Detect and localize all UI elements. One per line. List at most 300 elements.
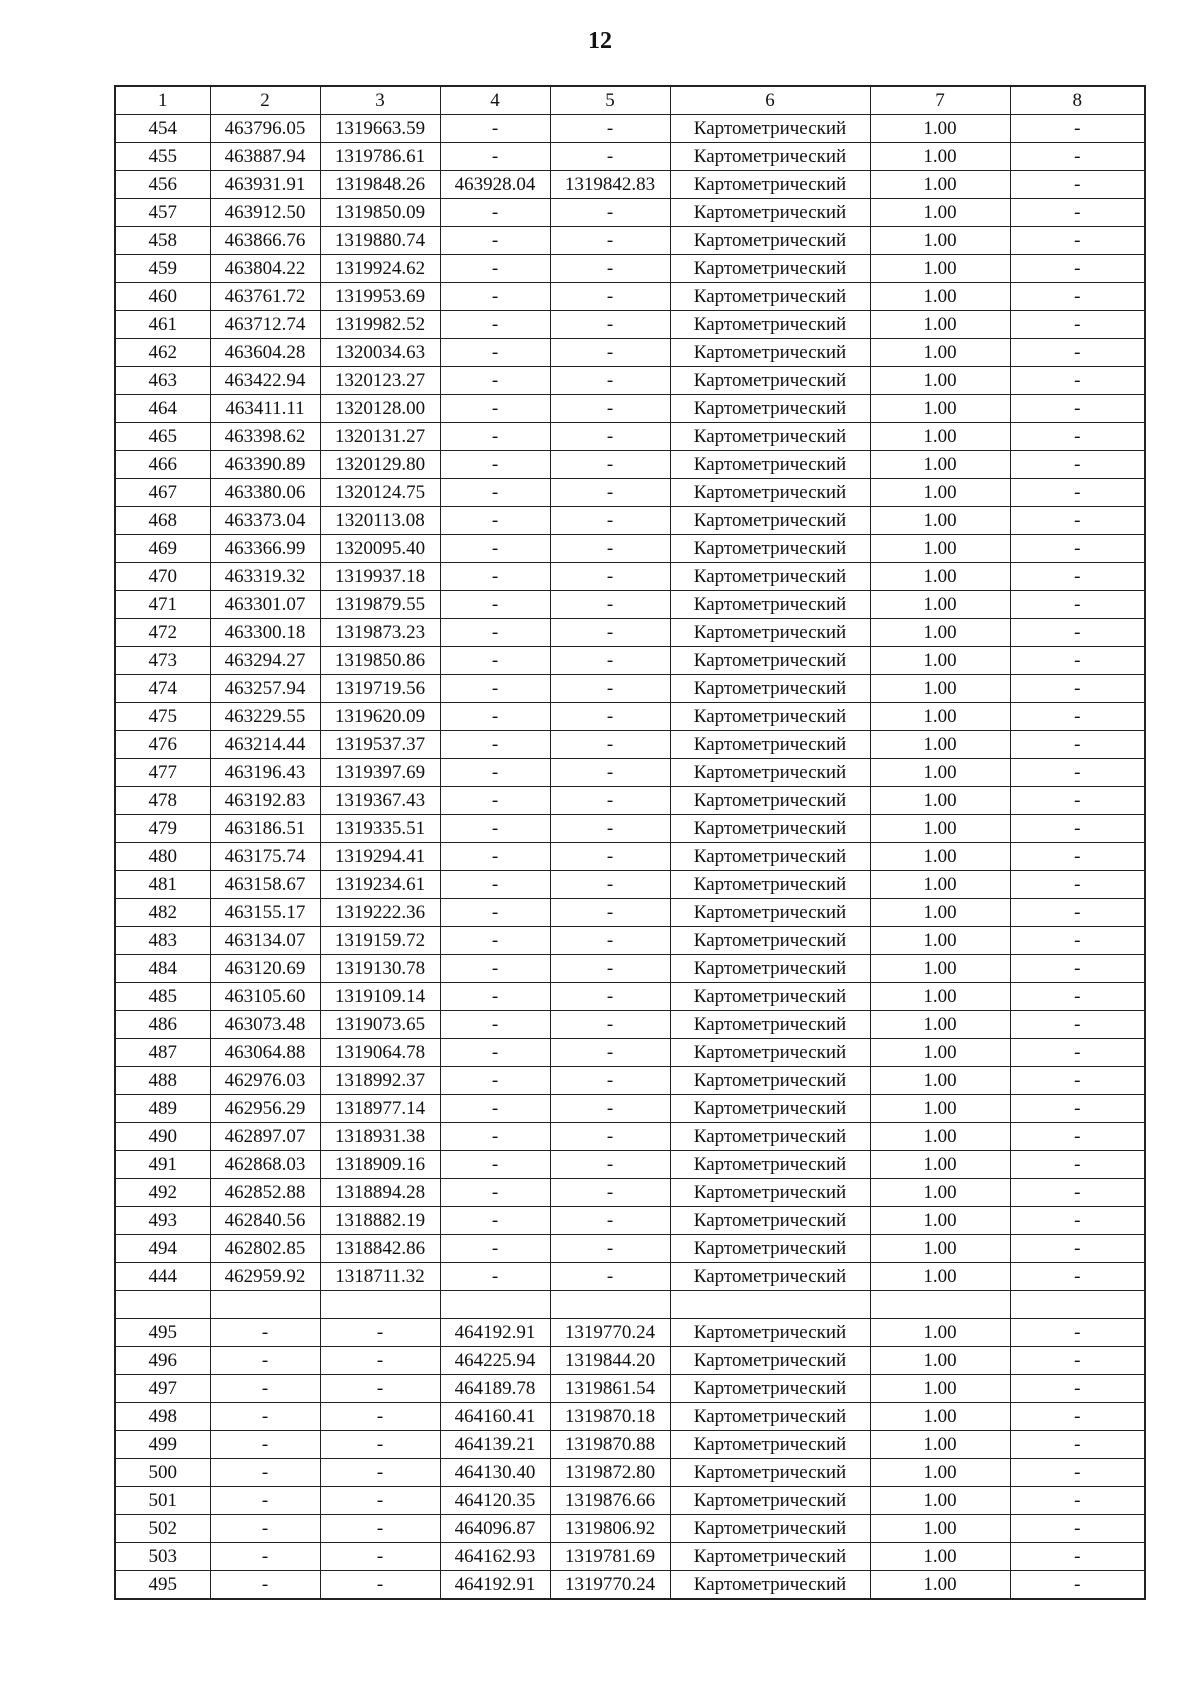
table-row (115, 255, 1145, 283)
table-cell: Картометрический (670, 703, 870, 731)
table-cell: 1319876.66 (550, 1487, 670, 1515)
table-cell: 1319872.80 (550, 1459, 670, 1487)
table-cell: - (320, 1487, 440, 1515)
table-cell: 468 (115, 507, 210, 535)
table-cell: Картометрический (670, 423, 870, 451)
table-cell: 463887.94 (210, 143, 320, 171)
table-cell: 463319.32 (210, 563, 320, 591)
table-cell: 1.00 (870, 1319, 1010, 1347)
table-cell: 463186.51 (210, 815, 320, 843)
table-cell: 1320095.40 (320, 535, 440, 563)
table-cell: Картометрический (670, 367, 870, 395)
coordinates-table (114, 85, 1146, 1600)
table-cell: - (440, 199, 550, 227)
table-cell: - (550, 843, 670, 871)
column-header: 5 (550, 86, 670, 115)
table-row (115, 1039, 1145, 1067)
table-cell: 489 (115, 1095, 210, 1123)
table-row (115, 1263, 1145, 1291)
table-cell: 463931.91 (210, 171, 320, 199)
table-cell: - (1010, 759, 1145, 787)
table-cell: - (1010, 535, 1145, 563)
table-cell: 463712.74 (210, 311, 320, 339)
table-cell: - (550, 1151, 670, 1179)
table-cell: 462852.88 (210, 1179, 320, 1207)
table-cell (670, 1291, 870, 1319)
table-row (115, 1095, 1145, 1123)
table-row (115, 983, 1145, 1011)
table-cell: Картометрический (670, 1263, 870, 1291)
table-cell: Картометрический (670, 283, 870, 311)
table-cell: Картометрический (670, 1011, 870, 1039)
table-cell: - (550, 1095, 670, 1123)
table-cell: - (440, 1067, 550, 1095)
table-cell: 463373.04 (210, 507, 320, 535)
table-cell: Картометрический (670, 143, 870, 171)
table-cell: 1.00 (870, 759, 1010, 787)
table-cell: - (1010, 675, 1145, 703)
table-cell: 463229.55 (210, 703, 320, 731)
table-cell: 462897.07 (210, 1123, 320, 1151)
table-cell: 476 (115, 731, 210, 759)
table-cell: - (1010, 1319, 1145, 1347)
table-cell: - (210, 1571, 320, 1600)
table-cell: 1.00 (870, 171, 1010, 199)
table-cell: 463866.76 (210, 227, 320, 255)
table-cell: - (1010, 507, 1145, 535)
table-cell (870, 1291, 1010, 1319)
table-cell: - (440, 1235, 550, 1263)
table-cell: 1319159.72 (320, 927, 440, 955)
table-cell: - (440, 1123, 550, 1151)
table-cell: 1.00 (870, 423, 1010, 451)
table-cell: 463120.69 (210, 955, 320, 983)
table-cell: 1.00 (870, 535, 1010, 563)
table-cell: - (1010, 1235, 1145, 1263)
table-row (115, 451, 1145, 479)
table-cell: 464096.87 (440, 1515, 550, 1543)
table-cell: 464192.91 (440, 1571, 550, 1600)
table-row (115, 1151, 1145, 1179)
table-cell: - (550, 591, 670, 619)
table-cell: 459 (115, 255, 210, 283)
table-cell: 481 (115, 871, 210, 899)
table-cell: 1318977.14 (320, 1095, 440, 1123)
table-cell: - (550, 423, 670, 451)
table-cell: - (550, 1123, 670, 1151)
table-cell: 1319982.52 (320, 311, 440, 339)
table-cell: 465 (115, 423, 210, 451)
table-cell: 1.00 (870, 591, 1010, 619)
table-cell: - (1010, 647, 1145, 675)
table-cell: - (1010, 815, 1145, 843)
table-cell: Картометрический (670, 843, 870, 871)
table-cell: - (1010, 115, 1145, 143)
table-cell: 1319294.41 (320, 843, 440, 871)
table-cell: 477 (115, 759, 210, 787)
table-cell: - (1010, 311, 1145, 339)
table-cell: 463604.28 (210, 339, 320, 367)
table-cell: Картометрический (670, 199, 870, 227)
table-cell: - (1010, 955, 1145, 983)
table-cell: 463 (115, 367, 210, 395)
table-cell: 455 (115, 143, 210, 171)
table-cell: - (550, 1067, 670, 1095)
table-cell: 492 (115, 1179, 210, 1207)
table-cell: - (1010, 1459, 1145, 1487)
table-cell: - (210, 1515, 320, 1543)
table-header-row (115, 86, 1145, 115)
table-cell: 1319537.37 (320, 731, 440, 759)
table-cell: - (550, 395, 670, 423)
table-cell: 497 (115, 1375, 210, 1403)
table-cell: 1319234.61 (320, 871, 440, 899)
table-cell: - (550, 367, 670, 395)
table-row (115, 171, 1145, 199)
table-cell: 1.00 (870, 1207, 1010, 1235)
table-cell: Картометрический (670, 1459, 870, 1487)
table-cell: 463073.48 (210, 1011, 320, 1039)
table-row (115, 395, 1145, 423)
table-cell (210, 1291, 320, 1319)
table-cell: - (440, 871, 550, 899)
table-cell: 463398.62 (210, 423, 320, 451)
table-cell: 1319842.83 (550, 171, 670, 199)
table-cell: 463105.60 (210, 983, 320, 1011)
table-cell: Картометрический (670, 1515, 870, 1543)
table-cell: 1.00 (870, 647, 1010, 675)
table-cell: 464162.93 (440, 1543, 550, 1571)
table-cell: - (440, 1095, 550, 1123)
table-cell (1010, 1291, 1145, 1319)
table-cell: Картометрический (670, 395, 870, 423)
table-cell: 463155.17 (210, 899, 320, 927)
table-row (115, 927, 1145, 955)
table-cell: 1.00 (870, 675, 1010, 703)
table-cell: 1318909.16 (320, 1151, 440, 1179)
table-cell: 1.00 (870, 731, 1010, 759)
table-cell: - (550, 255, 670, 283)
table-cell: - (1010, 563, 1145, 591)
table-cell: - (1010, 983, 1145, 1011)
table-cell: Картометрический (670, 871, 870, 899)
table-cell: - (320, 1403, 440, 1431)
table-cell: 463175.74 (210, 843, 320, 871)
table-cell: - (550, 1263, 670, 1291)
table-cell: - (440, 983, 550, 1011)
table-cell: 1319130.78 (320, 955, 440, 983)
table-cell: 493 (115, 1207, 210, 1235)
table-row (115, 1571, 1145, 1600)
table-cell: 1320131.27 (320, 423, 440, 451)
table-row (115, 1375, 1145, 1403)
table-cell: - (1010, 787, 1145, 815)
table-cell: - (1010, 1179, 1145, 1207)
table-row (115, 675, 1145, 703)
table-cell: - (440, 675, 550, 703)
table-cell: - (1010, 591, 1145, 619)
table-cell: - (320, 1347, 440, 1375)
table-cell: Картометрический (670, 787, 870, 815)
table-cell: - (550, 871, 670, 899)
table-cell: Картометрический (670, 815, 870, 843)
table-cell: 444 (115, 1263, 210, 1291)
table-cell: - (550, 535, 670, 563)
table-cell: - (1010, 367, 1145, 395)
table-row (115, 1011, 1145, 1039)
table-cell: - (1010, 1011, 1145, 1039)
table-row (115, 563, 1145, 591)
table-cell: - (440, 115, 550, 143)
table-cell (550, 1291, 670, 1319)
table-cell: - (1010, 1123, 1145, 1151)
table-cell: - (1010, 871, 1145, 899)
table-cell: 463300.18 (210, 619, 320, 647)
table-cell: - (1010, 227, 1145, 255)
table-cell: 462868.03 (210, 1151, 320, 1179)
table-row (115, 283, 1145, 311)
table-cell: - (550, 983, 670, 1011)
table-cell: 1318882.19 (320, 1207, 440, 1235)
table-cell: - (1010, 1263, 1145, 1291)
table-cell: Картометрический (670, 171, 870, 199)
table-cell (115, 1291, 210, 1319)
table-cell: Картометрический (670, 1487, 870, 1515)
table-cell: - (1010, 143, 1145, 171)
table-cell: - (440, 479, 550, 507)
table-cell: 1.00 (870, 927, 1010, 955)
table-cell: Картометрический (670, 983, 870, 1011)
table-cell: 463761.72 (210, 283, 320, 311)
table-cell: - (440, 507, 550, 535)
table-cell: - (440, 1011, 550, 1039)
table-cell: 1.00 (870, 227, 1010, 255)
table-cell: 1318842.86 (320, 1235, 440, 1263)
table-cell: 474 (115, 675, 210, 703)
table-cell: 458 (115, 227, 210, 255)
table-row (115, 871, 1145, 899)
table-cell: Картометрический (670, 591, 870, 619)
table-cell: 1.00 (870, 115, 1010, 143)
table-cell: Картометрический (670, 1431, 870, 1459)
table-cell: - (440, 535, 550, 563)
table-row (115, 339, 1145, 367)
table-row (115, 227, 1145, 255)
table-cell: 1319850.86 (320, 647, 440, 675)
column-header: 1 (115, 86, 210, 115)
table-cell: 498 (115, 1403, 210, 1431)
table-cell: 1.00 (870, 1487, 1010, 1515)
table-cell: 463257.94 (210, 675, 320, 703)
table-cell: Картометрический (670, 451, 870, 479)
table-cell (440, 1291, 550, 1319)
table-cell: - (550, 451, 670, 479)
table-cell: Картометрический (670, 115, 870, 143)
table-cell: 1.00 (870, 1403, 1010, 1431)
table-cell: 463912.50 (210, 199, 320, 227)
table-cell: 463804.22 (210, 255, 320, 283)
table-row (115, 311, 1145, 339)
table-cell: 1319620.09 (320, 703, 440, 731)
table-cell: - (210, 1403, 320, 1431)
table-cell: Картометрический (670, 1123, 870, 1151)
table-cell: - (1010, 1095, 1145, 1123)
table-row (115, 787, 1145, 815)
table-cell: - (210, 1375, 320, 1403)
table-cell: 1.00 (870, 1347, 1010, 1375)
table-cell: Картометрический (670, 1235, 870, 1263)
table-cell: 463380.06 (210, 479, 320, 507)
table-cell: - (440, 927, 550, 955)
table-cell: - (440, 815, 550, 843)
table-cell: - (320, 1431, 440, 1459)
table-cell: 1319073.65 (320, 1011, 440, 1039)
table-cell: - (440, 1151, 550, 1179)
table-row (115, 703, 1145, 731)
table-cell: 494 (115, 1235, 210, 1263)
table-cell: 463390.89 (210, 451, 320, 479)
table-cell: 473 (115, 647, 210, 675)
table-cell: - (1010, 339, 1145, 367)
table-cell: 1.00 (870, 283, 1010, 311)
table-cell: 464130.40 (440, 1459, 550, 1487)
table-cell: - (440, 143, 550, 171)
table-cell: - (1010, 1039, 1145, 1067)
table-cell: - (1010, 283, 1145, 311)
table-cell: 1.00 (870, 1459, 1010, 1487)
table-cell: 463134.07 (210, 927, 320, 955)
table-row (115, 731, 1145, 759)
table-cell: 462840.56 (210, 1207, 320, 1235)
table-cell: - (440, 1263, 550, 1291)
table-cell: Картометрический (670, 1543, 870, 1571)
table-cell: 1319844.20 (550, 1347, 670, 1375)
table-cell: - (550, 339, 670, 367)
table-cell: 463064.88 (210, 1039, 320, 1067)
table-cell: - (440, 255, 550, 283)
column-header: 2 (210, 86, 320, 115)
table-cell: 502 (115, 1515, 210, 1543)
table-cell: - (1010, 255, 1145, 283)
table-cell: - (440, 423, 550, 451)
table-cell: 1.00 (870, 1151, 1010, 1179)
table-row (115, 1235, 1145, 1263)
table-cell: 471 (115, 591, 210, 619)
table-row (115, 899, 1145, 927)
table-cell: 463411.11 (210, 395, 320, 423)
table-cell: 1.00 (870, 1123, 1010, 1151)
table-cell: 1319367.43 (320, 787, 440, 815)
table-cell: 1.00 (870, 843, 1010, 871)
table-cell: - (440, 787, 550, 815)
table-cell: - (440, 647, 550, 675)
table-cell: - (550, 1207, 670, 1235)
table-cell: - (1010, 1375, 1145, 1403)
table-row (115, 507, 1145, 535)
table-cell: - (1010, 619, 1145, 647)
table-cell: 470 (115, 563, 210, 591)
table-cell: 1319870.88 (550, 1431, 670, 1459)
table-row (115, 1207, 1145, 1235)
table-cell: 463196.43 (210, 759, 320, 787)
table-cell: 1319937.18 (320, 563, 440, 591)
table-cell: 462976.03 (210, 1067, 320, 1095)
table-cell: 1.00 (870, 983, 1010, 1011)
table-cell: - (210, 1431, 320, 1459)
table-row (115, 143, 1145, 171)
table-cell: - (1010, 1515, 1145, 1543)
table-cell: 1319806.92 (550, 1515, 670, 1543)
table-cell: 1.00 (870, 1515, 1010, 1543)
table-cell: - (1010, 451, 1145, 479)
table-cell: 1319879.55 (320, 591, 440, 619)
table-cell: 479 (115, 815, 210, 843)
table-cell: Картометрический (670, 1179, 870, 1207)
table-cell: 1320113.08 (320, 507, 440, 535)
table-cell: 1320124.75 (320, 479, 440, 507)
table-cell: - (210, 1543, 320, 1571)
table-cell: 472 (115, 619, 210, 647)
table-cell: 1319109.14 (320, 983, 440, 1011)
table-row (115, 843, 1145, 871)
table-cell: 1.00 (870, 871, 1010, 899)
table-row (115, 955, 1145, 983)
table-cell: 483 (115, 927, 210, 955)
table-cell: - (320, 1571, 440, 1600)
table-cell: - (550, 479, 670, 507)
table-cell: Картометрический (670, 507, 870, 535)
table-cell: - (550, 1179, 670, 1207)
table-cell: - (1010, 1571, 1145, 1600)
table-cell: Картометрический (670, 1207, 870, 1235)
table-cell: 457 (115, 199, 210, 227)
table-row (115, 535, 1145, 563)
column-header: 3 (320, 86, 440, 115)
table-cell: 454 (115, 115, 210, 143)
table-row (115, 115, 1145, 143)
table-cell: - (440, 899, 550, 927)
table-cell: Картометрический (670, 1375, 870, 1403)
table-cell: Картометрический (670, 479, 870, 507)
table-cell: 1319770.24 (550, 1571, 670, 1600)
table-cell: - (550, 143, 670, 171)
table-cell: 467 (115, 479, 210, 507)
table-cell: - (1010, 479, 1145, 507)
table-cell: - (550, 563, 670, 591)
table-cell: 463928.04 (440, 171, 550, 199)
table-cell: 1.00 (870, 367, 1010, 395)
table-cell: Картометрический (670, 647, 870, 675)
table-cell: Картометрический (670, 619, 870, 647)
table-cell: - (1010, 199, 1145, 227)
table-row (115, 1319, 1145, 1347)
table-row (115, 1291, 1145, 1319)
table-cell: - (210, 1319, 320, 1347)
table-cell: 1318931.38 (320, 1123, 440, 1151)
table-cell: - (550, 227, 670, 255)
table-cell: - (440, 563, 550, 591)
table-cell: 501 (115, 1487, 210, 1515)
table-cell: - (550, 731, 670, 759)
table-cell: - (1010, 1543, 1145, 1571)
table-cell: 478 (115, 787, 210, 815)
table-cell: - (440, 339, 550, 367)
table-cell (320, 1291, 440, 1319)
table-row (115, 1515, 1145, 1543)
table-cell: Картометрический (670, 1151, 870, 1179)
table-cell: Картометрический (670, 955, 870, 983)
table-cell: - (1010, 1067, 1145, 1095)
